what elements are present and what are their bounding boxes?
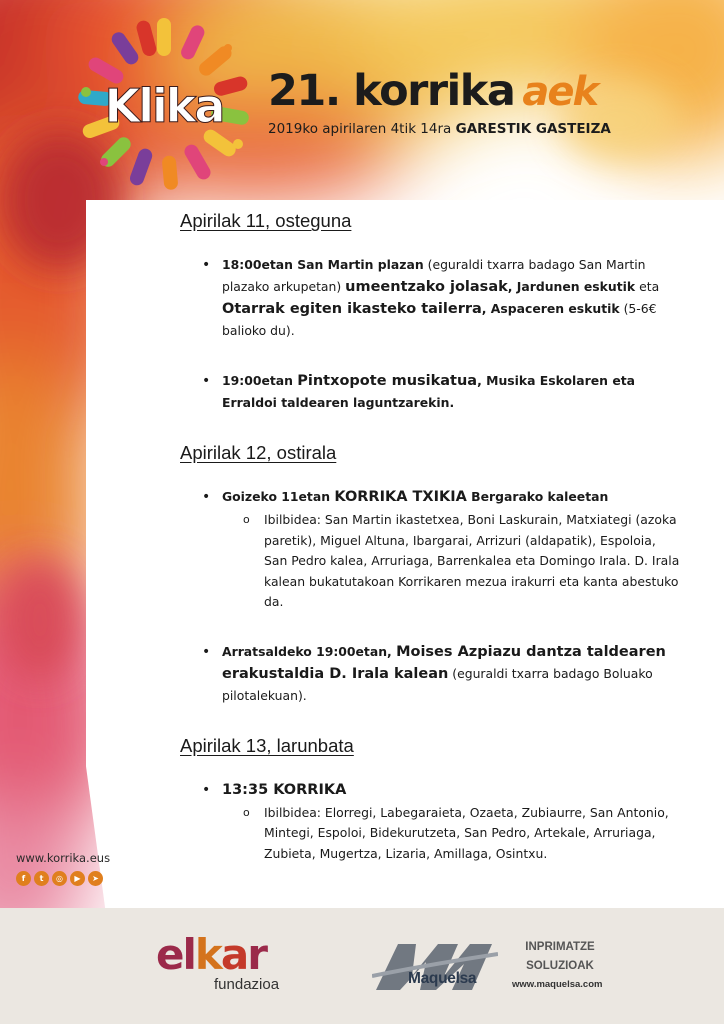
day-section <box>180 735 680 865</box>
maquelsa-wordmark: Maquelsa <box>408 970 477 987</box>
inprimatze-soluzioak <box>508 938 612 976</box>
event-text: , Aspaceren eskutik <box>481 301 620 316</box>
klika-logo <box>76 18 252 194</box>
subtitle-route: GARESTIK GASTEIZA <box>455 121 611 137</box>
klika-burst-icon <box>76 18 252 194</box>
event-item <box>180 486 680 613</box>
twitter-icon[interactable]: t <box>34 871 49 886</box>
event-item <box>180 641 680 707</box>
subtitle-dates: 2019ko apirilaren 4tik 14ra <box>268 121 452 137</box>
sponsor-footer <box>0 908 724 1024</box>
maquelsa-website-link[interactable]: www.maquelsa.com <box>512 979 603 990</box>
event-item <box>180 254 680 342</box>
event-text: (5-6€ balioko du). <box>222 301 657 338</box>
elkar-subtitle: fundazioa <box>214 976 280 993</box>
youtube-icon[interactable]: ▶ <box>70 871 85 886</box>
event-item <box>180 779 680 865</box>
event-text: Otarrak egiten ikasteko tailerra <box>222 301 482 317</box>
day-title: Apirilak 13, larunbata <box>180 734 354 756</box>
korrika-header <box>268 66 708 137</box>
event-text: Arratsaldeko 19:00etan, <box>222 643 397 659</box>
route-description: o Ibilbidea: Elorregi, Labegaraieta, Ozaeta, Zubiaurre, San Antonio, Mintegi, Espoloi, Bidekurutzeta, San Pedro, Artekale, Arruriaga, Zubieta, Mugertza, Lizaria, Amillaga, Osintxu. <box>180 803 680 865</box>
route-description: o Ibilbidea: San Martin ikastetxea, Boni Laskurain, Matxiategi (azoka paretik), Miguel Altuna, Ibargarai, Arrizuri (aldapatik), Espoloia, San Pedro kalea, Arruriaga, Barrenkalea eta Domingo Irala. D. Irala kalean bukatutakoan Korrikaren mezua irakurri eta kanta abestuko da. <box>180 510 680 613</box>
day-title: Apirilak 12, ostirala <box>180 442 337 463</box>
event-text: KORRIKA TXIKIA <box>334 489 467 505</box>
page-title: 21. korrika <box>268 66 515 116</box>
telegram-icon[interactable]: ➤ <box>88 871 103 886</box>
event-text: Pintxopote musikatua <box>297 373 478 389</box>
maquelsa-m-icon <box>372 936 498 998</box>
elkar-letter: k <box>194 930 221 979</box>
inprimatze-line: INPRIMATZE <box>525 941 595 953</box>
event-text: umeentzako jolasak <box>345 279 508 295</box>
event-text: 18:00etan San Martin plazan <box>222 257 424 272</box>
event-text: 13:35 KORRIKA <box>222 781 347 798</box>
event-text: Moises Azpiazu dantza taldearen erakustaldia D. Irala kalean <box>222 643 666 682</box>
social-icons <box>16 871 110 886</box>
soluzioak-line: SOLUZIOAK <box>526 960 594 972</box>
elkar-letter: l <box>182 930 195 979</box>
elkar-letter: r <box>247 930 266 979</box>
event-text: (eguraldi txarra badago Boluako pilotalekuan). <box>222 665 653 703</box>
day-title: Apirilak 11, osteguna <box>180 210 352 231</box>
event-text: , Jardunen eskutik <box>507 279 636 294</box>
program-schedule <box>180 210 680 892</box>
elkar-wordmark <box>156 930 279 979</box>
elkar-logo <box>156 930 280 993</box>
elkar-letter: e <box>156 930 183 979</box>
event-text: , Musika Eskolaren eta Erraldoi taldearen laguntzarekin. <box>222 373 636 410</box>
social-block <box>16 851 110 886</box>
event-text: Goizeko 11etan <box>222 489 335 504</box>
instagram-icon[interactable]: ◎ <box>52 871 67 886</box>
event-text: 19:00etan <box>222 373 298 388</box>
facebook-icon[interactable]: f <box>16 871 31 886</box>
event-text: (eguraldi txarra badago San Martin plazako arkupetan) <box>222 257 646 294</box>
day-section <box>180 442 680 707</box>
page-subtitle <box>268 121 708 137</box>
event-text: eta <box>635 279 660 294</box>
elkar-letter: a <box>220 930 248 979</box>
klika-logo-text: Klika <box>104 79 224 133</box>
aek-logo-text: aek <box>522 69 598 115</box>
event-item <box>180 370 680 414</box>
day-section <box>180 210 680 414</box>
korrika-website-link[interactable]: www.korrika.eus <box>16 851 111 865</box>
event-text: Bergarako kaleetan <box>466 489 609 504</box>
